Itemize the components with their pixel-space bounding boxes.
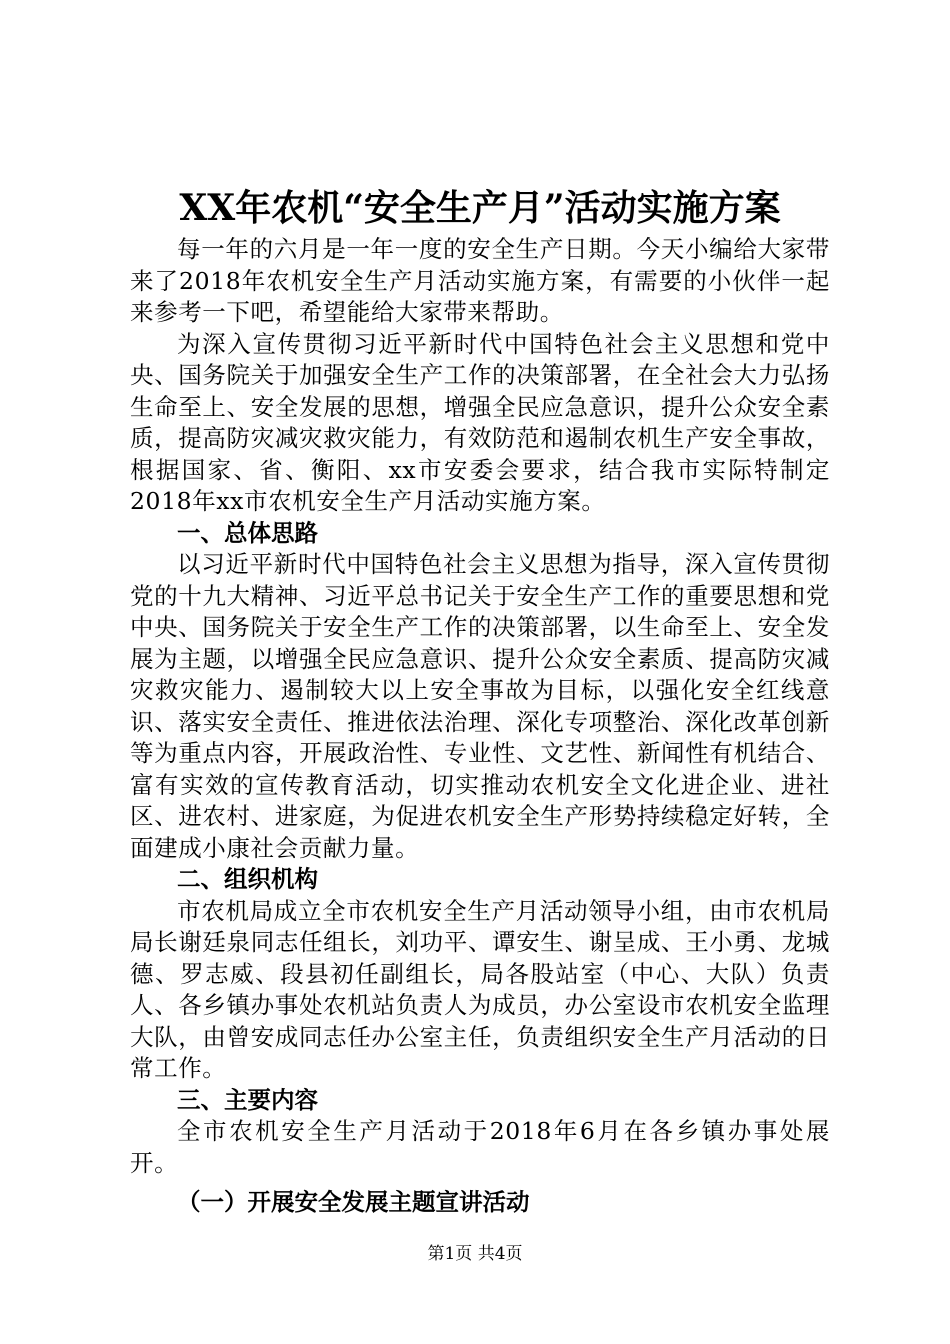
section-heading-overall: 一、总体思路 — [177, 518, 318, 547]
section-body-overall: 以习近平新时代中国特色社会主义思想为指导，深入宣传贯彻党的十九大精神、习近平总书记关于安全生产工作的重要思想和党中央、国务院关于安全生产工作的决策部署，以生命至上、安全发展为主题，以增强全民应急意识、提升公众安全素质、提高防灾减灾救灾能力、遏制较大以上安全事故为目标，以强化安全红线意识、落实安全责任、推进依法治理、深化专项整治、深化改革创新等为重点内容，开展政治性、专业性、文艺性、新闻性有机结合、富有实效的宣传教育活动，切实推动农机安全文化进企业、进社区、进农村、进家庭，为促进农机安全生产形势持续稳定好转，全面建成小康社会贡献力量。 — [130, 550, 830, 862]
section-heading-content: 三、主要内容 — [177, 1085, 318, 1114]
document-page — [130, 182, 830, 1219]
intro-paragraph: 每一年的六月是一年一度的安全生产日期。今天小编给大家带来了2018年农机安全生产月活动实施方案，有需要的小伙伴一起来参考一下吧，希望能给大家带来帮助。 — [130, 235, 830, 326]
section-heading-organization: 二、组织机构 — [177, 865, 318, 893]
preface-paragraph: 为深入宣传贯彻习近平新时代中国特色社会主义思想和党中央、国务院关于加强安全生产工作的决策部署，在全社会大力弘扬生命至上、安全发展的思想，增强全民应急意识，提升公众安全素质，提高防灾减灾救灾能力，有效防范和遏制农机生产安全事故，根据国家、省、衡阳、xx市安委会要求，结合我市实际特制定2018年xx市农机安全生产月活动实施方案。 — [130, 329, 830, 515]
document-title: XX年农机“安全生产月”活动实施方案 — [179, 187, 781, 229]
section-body-organization: 市农机局成立全市农机安全生产月活动领导小组，由市农机局局长谢廷泉同志任组长，刘功平、谭安生、谢呈成、王小勇、龙城德、罗志威、段县初任副组长，局各股站室（中心、大队）负责人、各乡镇办事处农机站负责人为成员，办公室设市农机安全监理大队，由曾安成同志任办公室主任，负责组织安全生产月活动的日常工作。 — [130, 896, 830, 1082]
subsection-heading: （一）开展安全发展主题宣讲活动 — [177, 1188, 530, 1216]
section-body-content: 全市农机安全生产月活动于2018年6月在各乡镇办事处展开。 — [130, 1117, 830, 1177]
page-footer: 第1页 共4页 — [427, 1244, 523, 1264]
